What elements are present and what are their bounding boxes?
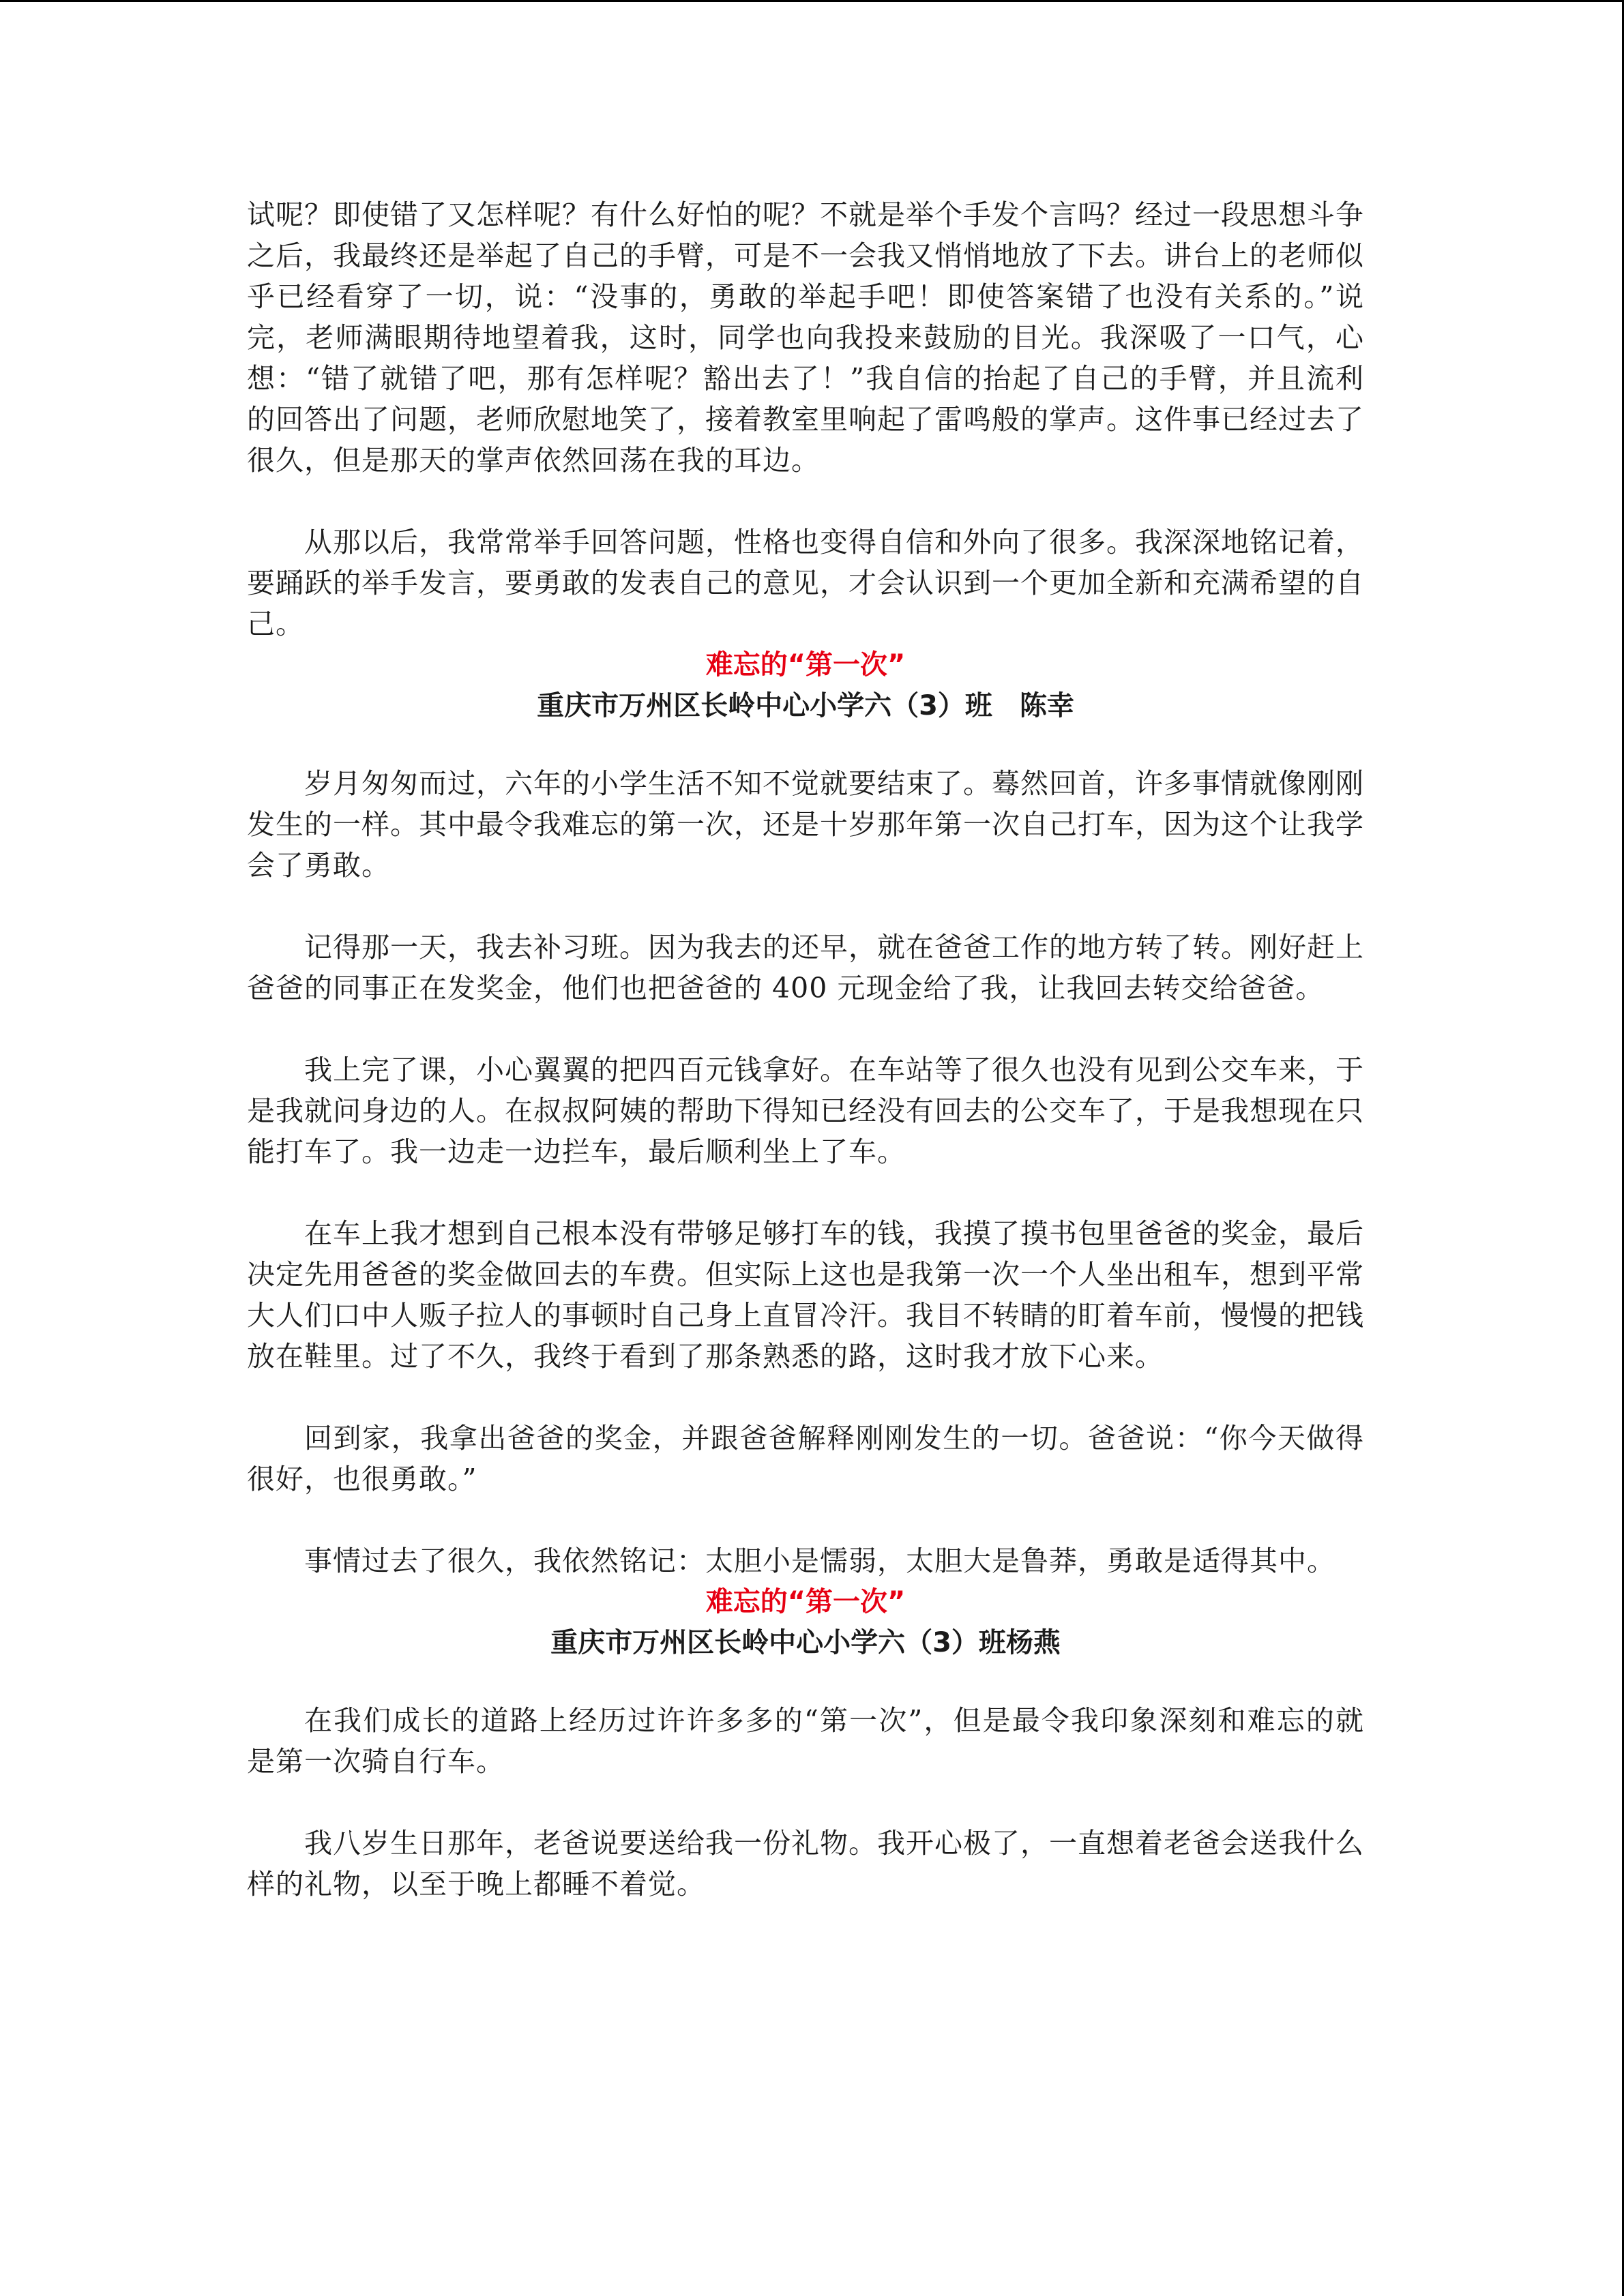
paragraph: 岁月匆匆而过，六年的小学生活不知不觉就要结束了。蓦然回首，许多事情就像刚刚发生的一样。其中最令我难忘的第一次，还是十岁那年第一次自己打车，因为这个让我学会了勇敢。: [247, 767, 1364, 882]
paragraph: 事情过去了很久，我依然铭记：太胆小是懦弱，太胆大是鲁莽，勇敢是适得其中。: [304, 1545, 1335, 1577]
page-top-border: [0, 0, 1624, 2]
paragraph: 在我们成长的道路上经历过许许多多的“第一次”，但是最令我印象深刻和难忘的就是第一次骑自行车。: [247, 1704, 1364, 1778]
paragraph: 我上完了课，小心翼翼的把四百元钱拿好。在车站等了很久也没有见到公交车来，于是我就问身边的人。在叔叔阿姨的帮助下得知已经没有回去的公交车了，于是我想现在只能打车了。我一边走一边拦车，最后顺利坐上了车。: [247, 1054, 1364, 1168]
paragraph-continued: 试呢？即使错了又怎样呢？有什么好怕的呢？不就是举个手发个言吗？经过一段思想斗争之后，我最终还是举起了自己的手臂，可是不一会我又悄悄地放了下去。讲台上的老师似乎已经看穿了一切，说：“没事的，勇敢的举起手吧！即使答案错了也没有关系的。”说完，老师满眼期待地望着我，这时，同学也向我投来鼓励的目光。我深吸了一口气，心想：“错了就错了吧，那有怎样呢？豁出去了！”我自信的抬起了自己的手臂，并且流利的回答出了问题，老师欣慰地笑了，接着教室里响起了雷鸣般的掌声。这件事已经过去了很久，但是那天的掌声依然回荡在我的耳边。: [247, 198, 1364, 477]
paragraph: 在车上我才想到自己根本没有带够足够打车的钱，我摸了摸书包里爸爸的奖金，最后决定先用爸爸的奖金做回去的车费。但实际上这也是我第一次一个人坐出租车，想到平常大人们口中人贩子拉人的事顿时自己身上直冒冷汗。我目不转睛的盯着车前，慢慢的把钱放在鞋里。过了不久，我终于看到了那条熟悉的路，这时我才放下心来。: [247, 1217, 1364, 1373]
essay-title: 难忘的“第一次”: [705, 1586, 906, 1617]
paragraph: 记得那一天，我去补习班。因为我去的还早，就在爸爸工作的地方转了转。刚好赶上爸爸的同事正在发奖金，他们也把爸爸的 400 元现金给了我，让我回去转交给爸爸。: [247, 931, 1364, 1004]
document-body: [247, 194, 1364, 1905]
paragraph: 回到家，我拿出爸爸的奖金，并跟爸爸解释刚刚发生的一切。爸爸说：“你今天做得很好，也很勇敢。”: [247, 1422, 1364, 1495]
paragraph: 我八岁生日那年，老爸说要送给我一份礼物。我开心极了，一直想着老爸会送我什么样的礼物，以至于晚上都睡不着觉。: [247, 1827, 1364, 1900]
essay-byline: 重庆市万州区长岭中心小学六（3）班杨燕: [550, 1627, 1061, 1658]
essay-title: 难忘的“第一次”: [705, 649, 906, 681]
paragraph: 从那以后，我常常举手回答问题，性格也变得自信和外向了很多。我深深地铭记着，要踊跃的举手发言，要勇敢的发表自己的意见，才会认识到一个更加全新和充满希望的自己。: [247, 526, 1364, 640]
essay-byline: 重庆市万州区长岭中心小学六（3）班 陈幸: [537, 690, 1074, 721]
